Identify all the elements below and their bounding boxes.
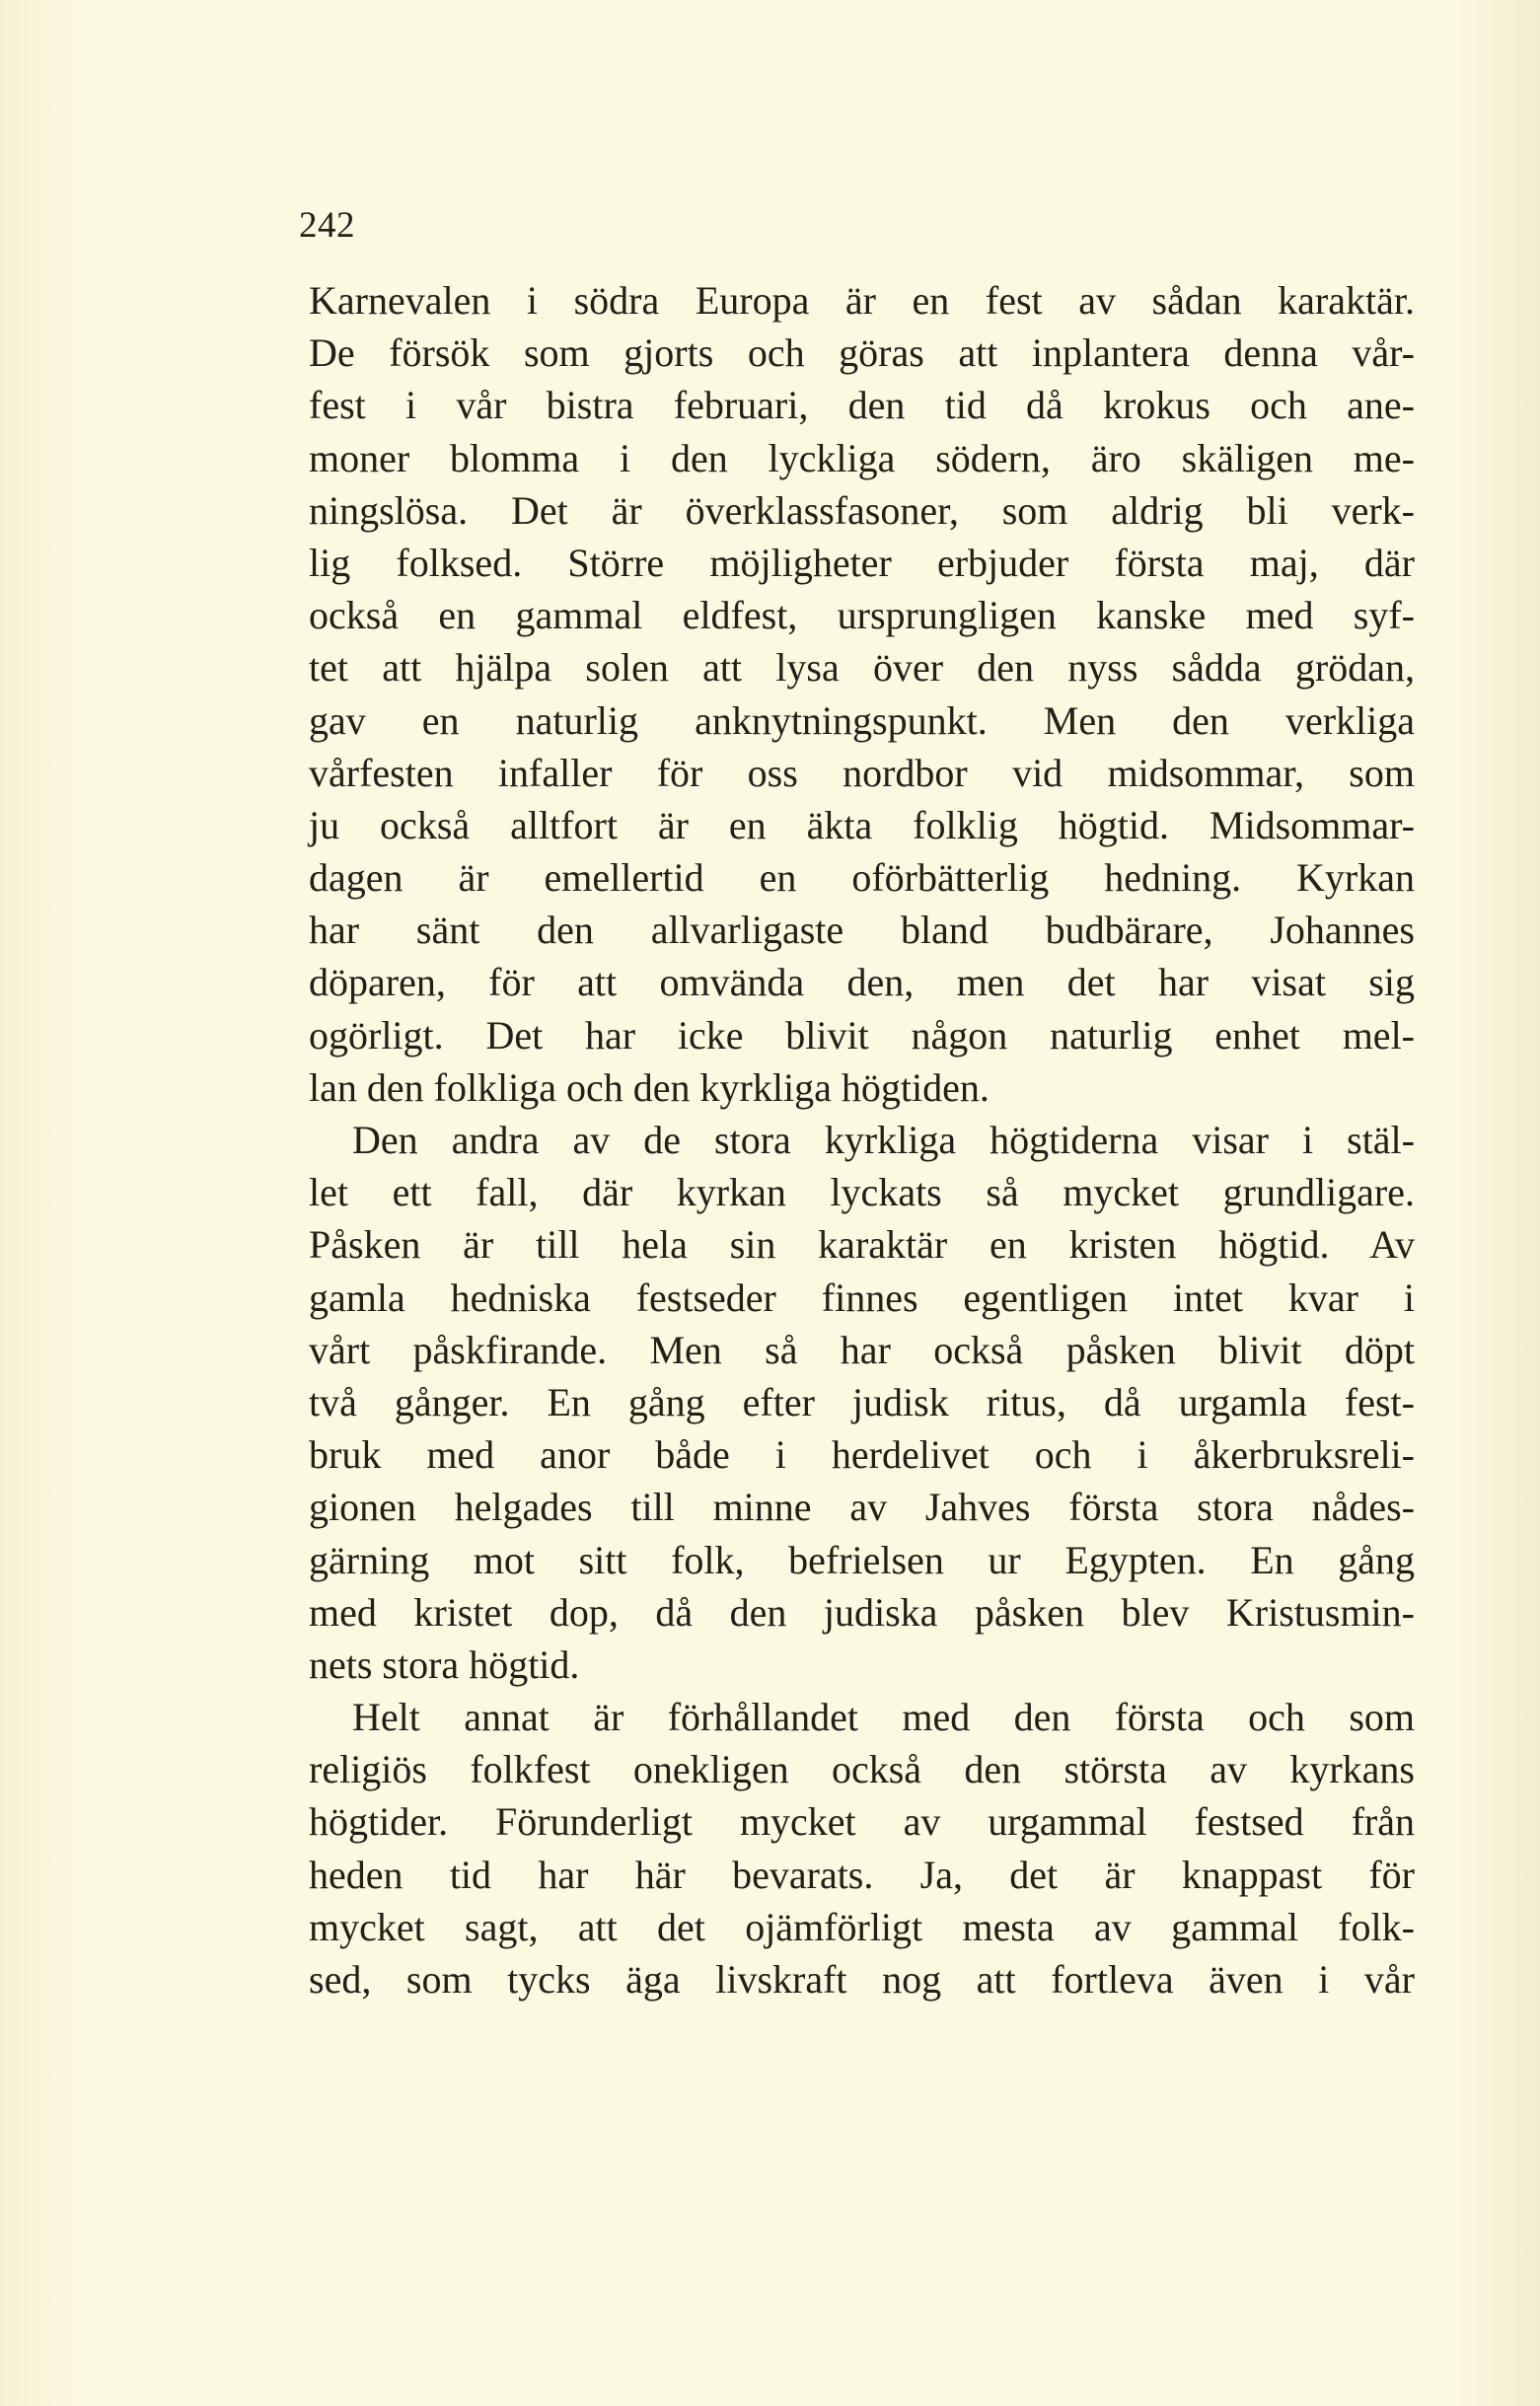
text-line: let ett fall, där kyrkan lyckats så mycket grundligare. xyxy=(309,1170,1415,1215)
text-line: sed, som tycks äga livskraft nog att fortleva även i vår xyxy=(309,1957,1415,2002)
text-line: högtider. Förunderligt mycket av urgammal festsed från xyxy=(309,1799,1415,1845)
text-line: lan den folkliga och den kyrkliga högtiden. xyxy=(309,1064,990,1110)
text-line: dagen är emellertid en oförbätterlig hedning. Kyrkan xyxy=(309,855,1415,901)
text-line: ju också alltfort är en äkta folklig högtid. Midsommar- xyxy=(309,802,1415,847)
text-line: nets stora högtid. xyxy=(309,1641,580,1687)
text-line: heden tid har här bevarats. Ja, det är knappast för xyxy=(309,1852,1415,1897)
page-number: 242 xyxy=(299,205,355,246)
text-line: med kristet dop, då den judiska påsken blev Kristusmin- xyxy=(309,1589,1415,1635)
text-line: ningslösa. Det är överklassfasoner, som aldrig bli verk- xyxy=(309,487,1415,533)
text-line: också en gammal eldfest, ursprungligen kanske med syf- xyxy=(309,593,1415,638)
text-line: två gånger. En gång efter judisk ritus, då urgamla fest- xyxy=(309,1379,1415,1424)
text-line: tet att hjälpa solen att lysa över den nyss sådda grödan, xyxy=(309,645,1415,691)
text-line: lig folksed. Större möjligheter erbjuder första maj, där xyxy=(309,540,1415,585)
text-line: gav en naturlig anknytningspunkt. Men den verkliga xyxy=(309,697,1415,743)
text-line: gionen helgades till minne av Jahves första stora nådes- xyxy=(309,1485,1415,1530)
body-text xyxy=(309,274,1415,2005)
text-line: vårfesten infaller för oss nordbor vid midsommar, som xyxy=(309,750,1415,795)
text-line: mycket sagt, att det ojämförligt mesta av gammal folk- xyxy=(309,1904,1415,1949)
text-line: vårt påskfirande. Men så har också påsken blivit döpt xyxy=(309,1327,1415,1372)
text-line: moner blomma i den lyckliga södern, äro skäligen me- xyxy=(309,435,1415,480)
text-line: döparen, för att omvända den, men det har visat sig xyxy=(309,960,1415,1005)
text-line: Helt annat är förhållandet med den första och som xyxy=(352,1695,1415,1740)
text-line: De försök som gjorts och göras att inplantera denna vår- xyxy=(309,330,1415,376)
text-line: Den andra av de stora kyrkliga högtiderna visar i stäl- xyxy=(352,1118,1415,1162)
text-line: Karnevalen i södra Europa är en fest av sådan karaktär. xyxy=(309,278,1415,323)
text-line: har sänt den allvarligaste bland budbärare, Johannes xyxy=(309,908,1415,953)
text-line: ogörligt. Det har icke blivit någon naturlig enhet mel- xyxy=(309,1012,1415,1057)
text-line: fest i vår bistra februari, den tid då krokus och ane- xyxy=(309,383,1415,428)
text-line: bruk med anor både i herdelivet och i åkerbruksreli- xyxy=(309,1432,1415,1478)
text-line: gärning mot sitt folk, befrielsen ur Egypten. En gång xyxy=(309,1537,1415,1582)
text-line: Påsken är till hela sin karaktär en kristen högtid. Av xyxy=(309,1222,1415,1268)
text-line: religiös folkfest onekligen också den största av kyrkans xyxy=(309,1747,1415,1792)
text-line: gamla hedniska festseder finnes egentligen intet kvar i xyxy=(309,1275,1415,1320)
